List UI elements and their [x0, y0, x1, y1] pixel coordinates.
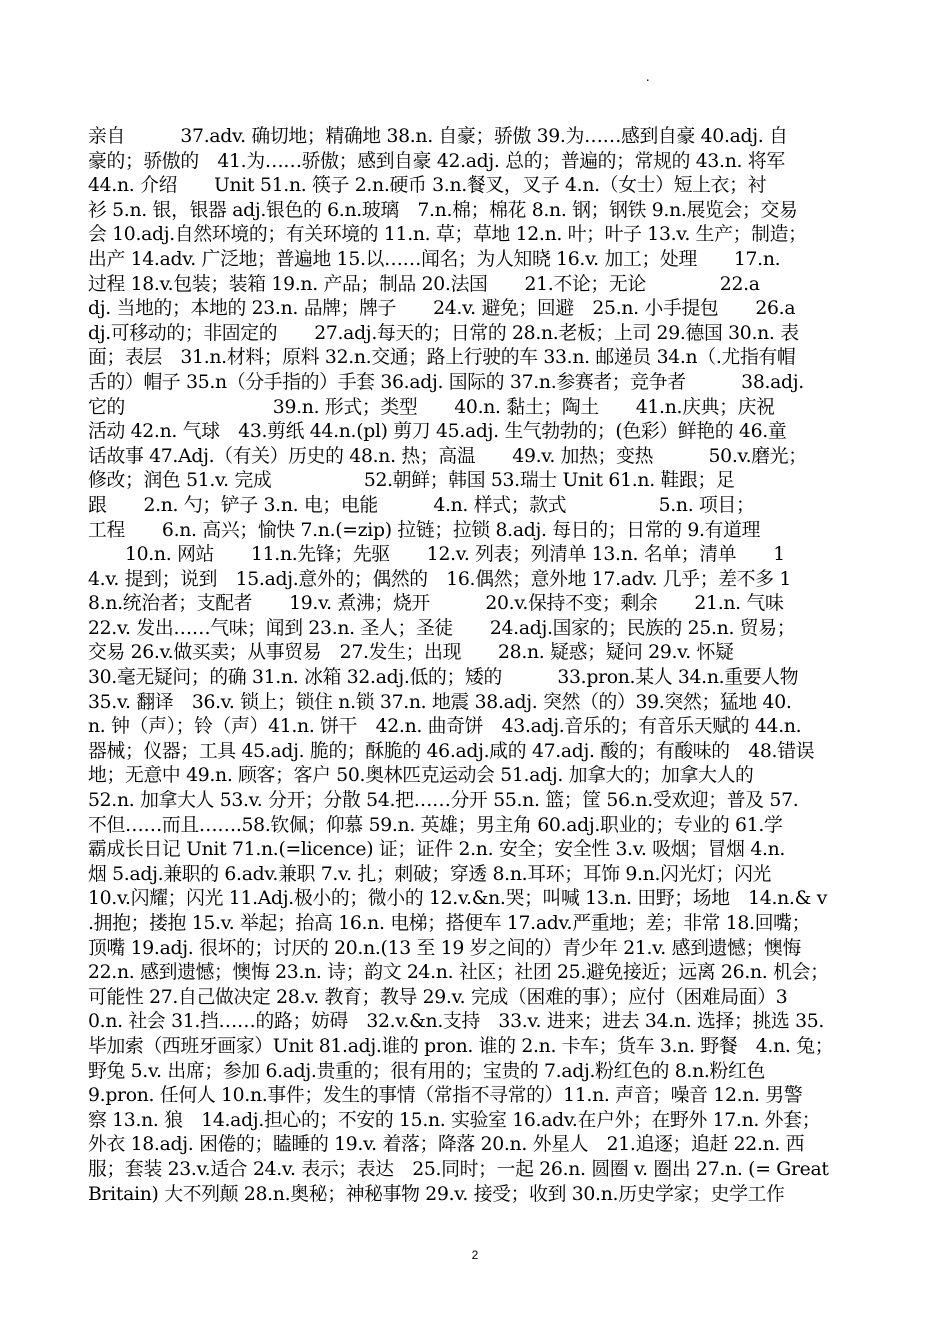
vocabulary-text-block [88, 125, 866, 1207]
text-line: Britain) 大不列颠 28.n.奥秘；神秘事物 29.v. 接受；收到 30.n.历史学家；史学工作 [88, 1183, 785, 1205]
text-line: dj. 当地的；本地的 23.n. 品牌；牌子 24.v. 避免；回避 25.n. 小手提包 26.a [88, 298, 796, 320]
text-line: 22.n. 感到遗憾；懊悔 23.n. 诗；韵文 24.n. 社区；社团 25.避免接近；远离 26.n. 机会； [88, 962, 829, 984]
text-line: n. 钟（声）；铃（声）41.n. 饼干 42.n. 曲奇饼 43.adj.音乐的；有音乐天赋的 44.n. [88, 716, 802, 738]
text-line: 过程 18.v.包装；装箱 19.n. 产品；制品 20.法国 21.不论；无论 22.a [88, 273, 760, 295]
text-line: 35.v. 翻译 36.v. 锁上；锁住 n.锁 37.n. 地震 38.adj. 突然（的）39.突然；猛地 40. [88, 691, 792, 713]
text-line: 工程 6.n. 高兴；愉快 7.n.(=zip) 拉链；拉锁 8.adj. 每日的；日常的 9.有道理 [88, 519, 761, 541]
text-line: 它的 39.n. 形式；类型 40.n. 黏土；陶土 41.n.庆典；庆祝 [88, 396, 775, 418]
text-line: 亲自 37.adv. 确切地；精确地 38.n. 自豪；骄傲 39.为……感到自豪 40.adj. 自 [88, 126, 788, 147]
text-line: 44.n. 介绍 Unit 51.n. 筷子 2.n.硬币 3.n.餐叉，叉子 4.n.（女士）短上衣；衬 [88, 175, 767, 197]
text-line: 4.v. 提到；说到 15.adj.意外的；偶然的 16.偶然；意外地 17.adv. 几乎；差不多 1 [88, 568, 791, 590]
page-number: 2 [471, 1248, 479, 1262]
text-line: 地；无意中 49.n. 顾客；客户 50.奥林匹克运动会 51.adj. 加拿大的；加拿大人的 [88, 765, 754, 787]
text-line: 52.n. 加拿大人 53.v. 分开；分散 54.把……分开 55.n. 篮；筐 56.n.受欢迎；普及 57. [88, 790, 799, 812]
text-line: 服；套装 23.v.适合 24.v. 表示；表达 25.同时；一起 26.n. 圆圈 v. 圈出 27.n. (= Great [88, 1158, 829, 1180]
text-line: 会 10.adj.自然环境的；有关环境的 11.n. 草；草地 12.n. 叶；叶子 13.v. 生产；制造； [88, 224, 807, 246]
text-line: 豪的；骄傲的 41.为……骄傲；感到自豪 42.adj. 总的；普遍的；常规的 43.n. 将军 [88, 150, 785, 172]
text-line: 不但……而且…….58.钦佩；仰慕 59.n. 英雄；男主角 60.adj.职业的；专业的 61.学 [88, 814, 783, 836]
text-line: 毕加索（西班牙画家）Unit 81.adj.谁的 pron. 谁的 2.n. 卡车；货车 3.n. 野餐 4.n. 兔； [88, 1035, 834, 1057]
text-line: 30.毫无疑问；的确 31.n. 冰箱 32.adj.低的；矮的 33.pron.某人 34.n.重要人物 [88, 667, 799, 689]
text-line: 交易 26.v.做买卖；从事贸易 27.发生；出现 28.n. 疑惑；疑问 29.v. 怀疑 [88, 642, 734, 664]
text-line: 出产 14.adv. 广泛地；普遍地 15.以……闻名；为人知晓 16.v. 加工；处理 17.n. [88, 248, 781, 270]
text-line: .拥抱；搂抱 15.v. 举起；抬高 16.n. 电梯；搭便车 17.adv.严重地；差；非常 18.回嘴； [88, 913, 811, 934]
text-line: 8.n.统治者；支配者 19.v. 煮沸；烧开 20.v.保持不变；剩余 21.n. 气味 [88, 593, 784, 615]
text-line: 面；表层 31.n.材料；原料 32.n.交通；路上行驶的车 33.n. 邮递员 34.n（.尤指有帽 [88, 347, 796, 369]
text-line: 话故事 47.Adj.（有关）历史的 48.n. 热；高温 49.v. 加热；变热 50.v.磨光； [88, 445, 807, 467]
text-line: 跟 2.n. 勺；铲子 3.n. 电；电能 4.n. 样式；款式 5.n. 项目； [88, 494, 755, 516]
text-line: 可能性 27.自己做决定 28.v. 教育；教导 29.v. 完成（困难的事）；应付（困难局面）3 [88, 986, 788, 1008]
text-line: 外衣 18.adj. 困倦的；瞌睡的 19.v. 着落；降落 20.n. 外星人 21.追逐；追赶 22.n. 西 [88, 1134, 805, 1156]
text-line: 霸成长日记 Unit 71.n.(=licence) 证；证件 2.n. 安全；安全性 3.v. 吸烟；冒烟 4.n. [88, 839, 786, 861]
text-line: 衫 5.n. 银，银器 adj.银色的 6.n.玻璃 7.n.棉；棉花 8.n. 钢；钢铁 9.n.展览会；交易 [88, 199, 798, 221]
text-line: 烟 5.adj.兼职的 6.adv.兼职 7.v. 扎；刺破；穿透 8.n.耳环；耳饰 9.n.闪光灯；闪光 [88, 863, 772, 885]
text-line: 顶嘴 19.adj. 很坏的；讨厌的 20.n.(13 至 19 岁之间的）青少年 21.v. 感到遗憾；懊悔 [88, 937, 801, 959]
text-line: 器械；仪器；工具 45.adj. 脆的；酥脆的 46.adj.咸的 47.adj. 酸的；有酸味的 48.错误 [88, 740, 815, 762]
text-line: 10.v.闪耀；闪光 11.Adj.极小的；微小的 12.v.&n.哭；叫喊 13.n. 田野；场地 14.n.& v [88, 888, 828, 910]
top-mark: . [646, 70, 650, 85]
text-line: 修改；润色 51.v. 完成 52.朝鲜；韩国 53.瑞士 Unit 61.n. 鞋跟；足 [88, 470, 735, 492]
text-line: 野兔 5.v. 出席；参加 6.adj.贵重的；很有用的；宝贵的 7.adj.粉红色的 8.n.粉红色 [88, 1060, 765, 1082]
text-line: 10.n. 网站 11.n.先锋；先驱 12.v. 列表；列清单 13.n. 名单；清单 1 [88, 544, 785, 566]
text-line: 9.pron. 任何人 10.n.事件；发生的事情（常指不寻常的）11.n. 声音；噪音 12.n. 男警 [88, 1085, 803, 1107]
text-line: dj.可移动的；非固定的 27.adj.每天的；日常的 28.n.老板；上司 29.德国 30.n. 表 [88, 322, 799, 344]
text-line: 舌的）帽子 35.n（分手指的）手套 36.adj. 国际的 37.n.参赛者；竞争者 38.adj. [88, 371, 804, 393]
text-line: 活动 42.n. 气球 43.剪纸 44.n.(pl) 剪刀 45.adj. 生气勃勃的；(色彩）鲜艳的 46.童 [88, 421, 787, 443]
text-line: 察 13.n. 狼 14.adj.担心的；不安的 15.n. 实验室 16.adv.在户外；在野外 17.n. 外套； [88, 1109, 821, 1131]
text-line: 22.v. 发出……气味；闻到 23.n. 圣人；圣徒 24.adj.国家的；民族的 25.n. 贸易； [88, 617, 796, 639]
text-line: 0.n. 社会 31.挡……的路；妨碍 32.v.&n.支持 33.v. 进来；进去 34.n. 选择；挑选 35. [88, 1011, 825, 1033]
